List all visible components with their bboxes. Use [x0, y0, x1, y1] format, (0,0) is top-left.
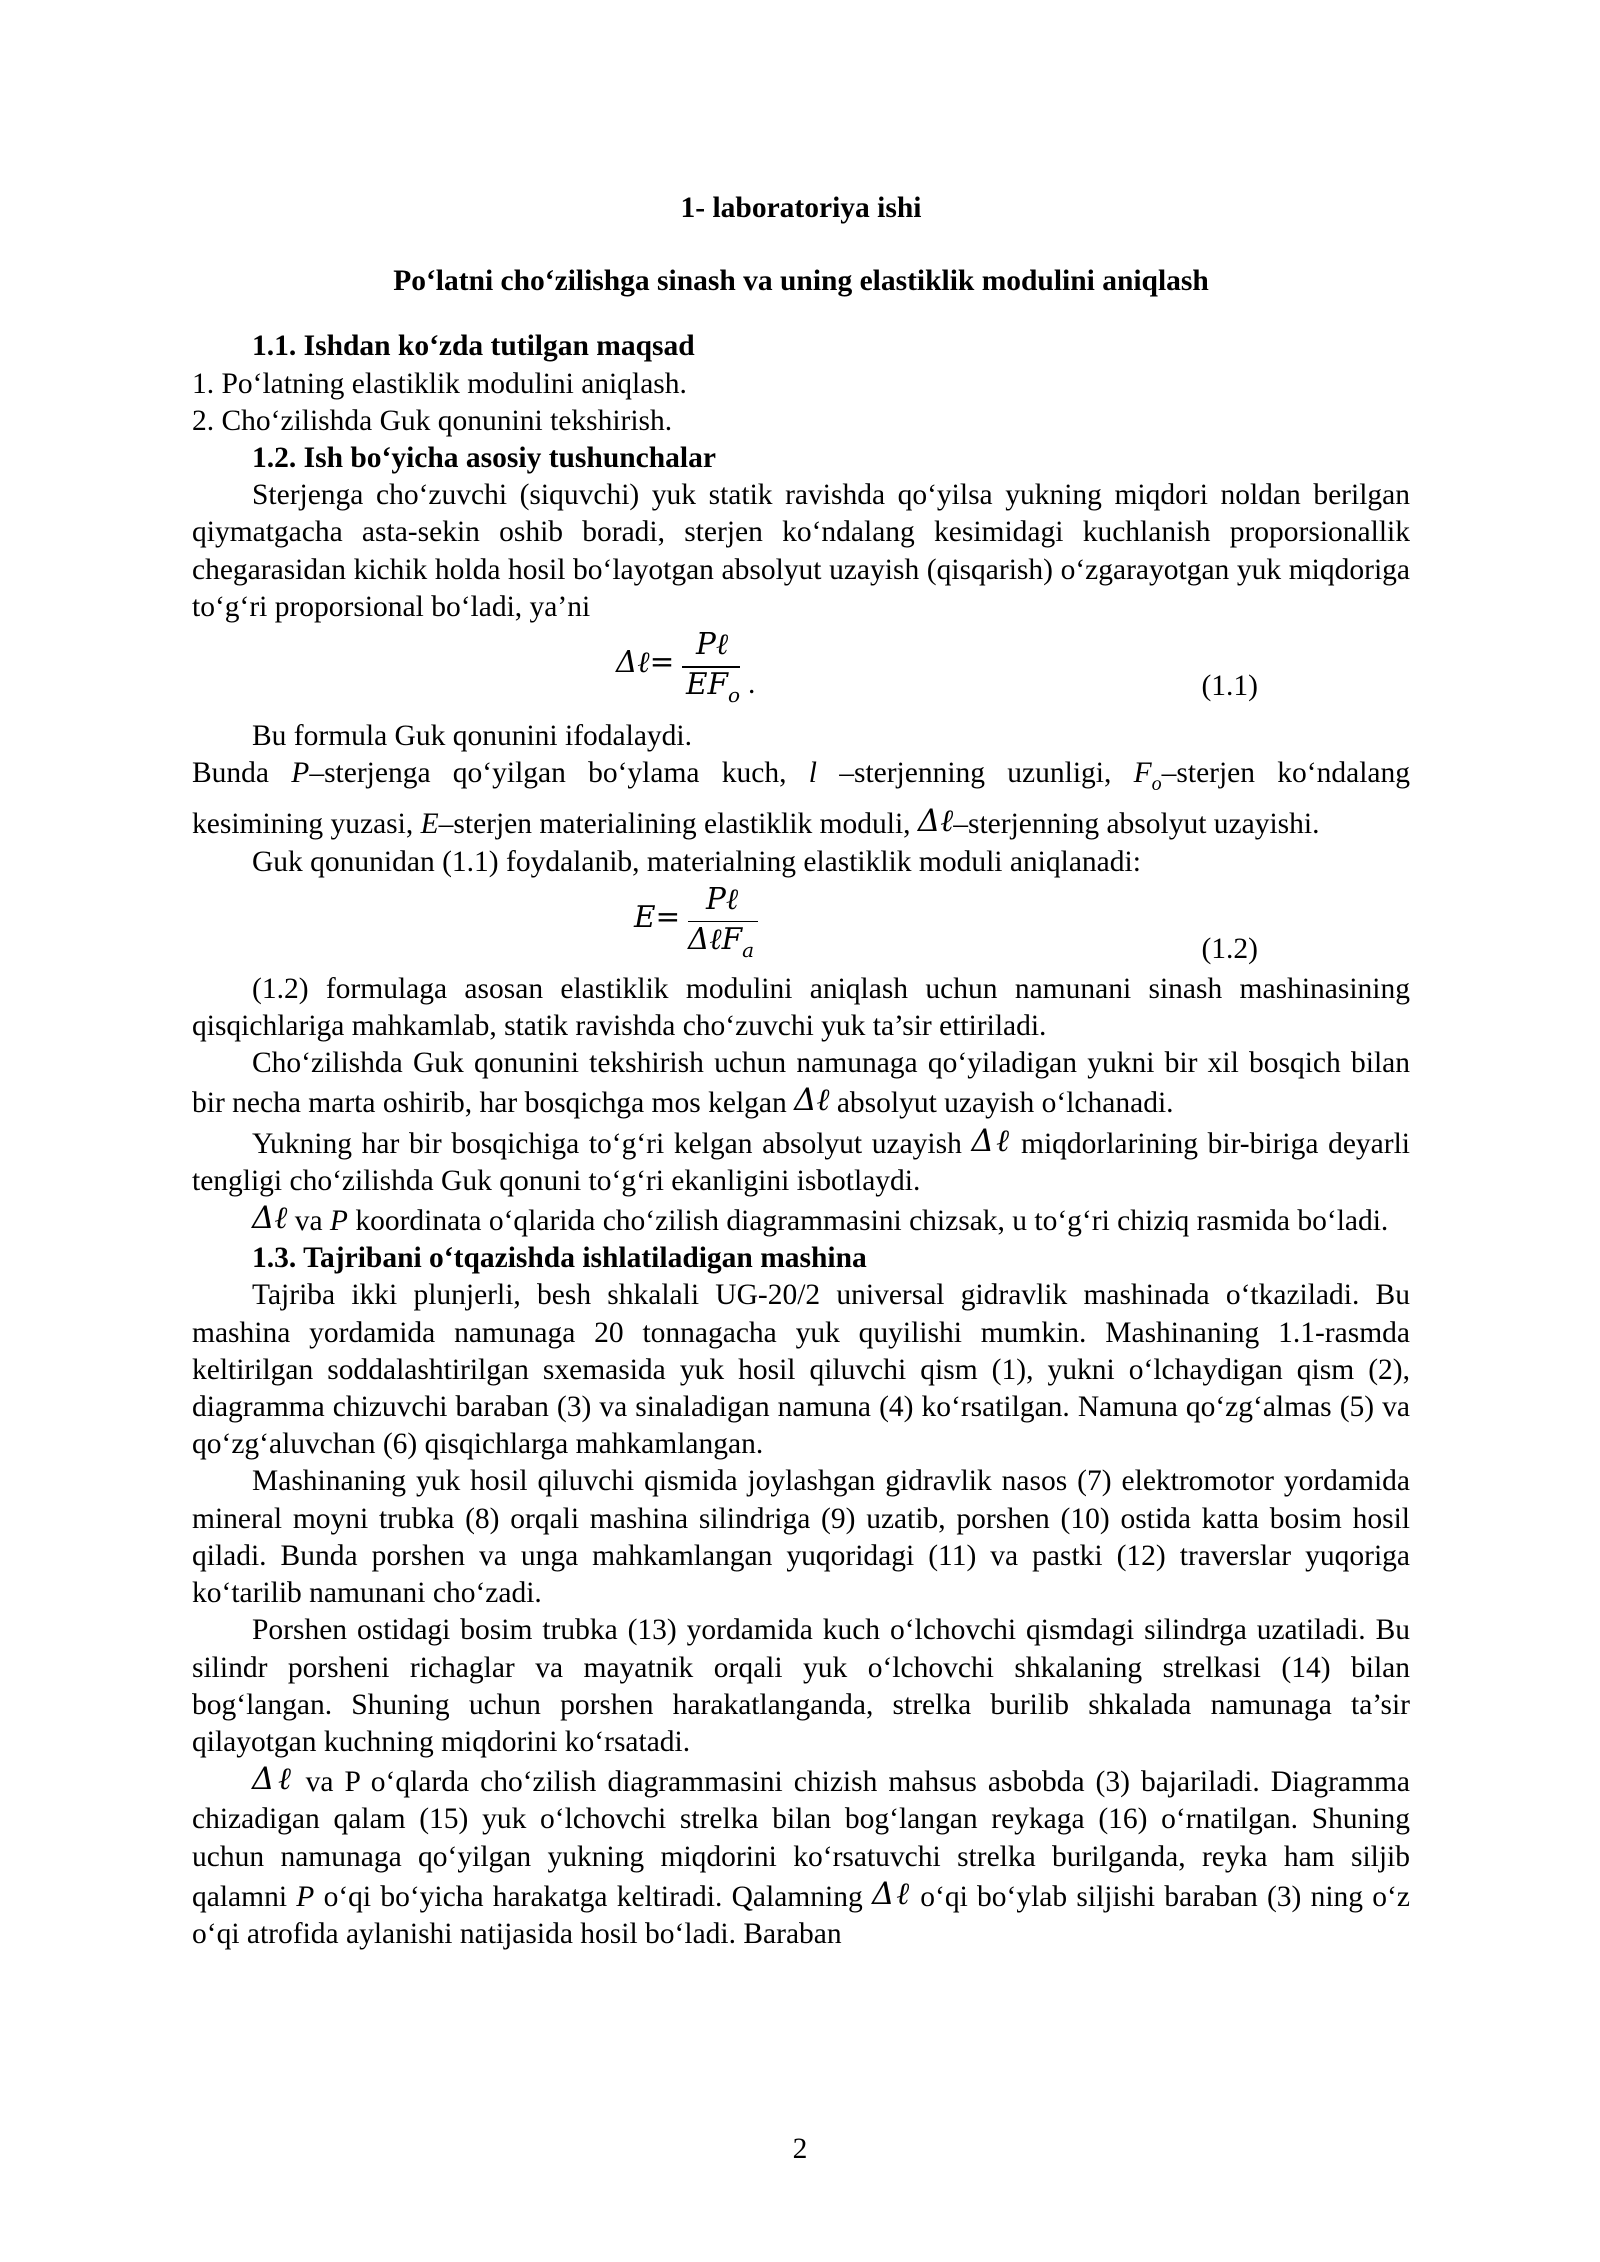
delta-l-symbol: Δℓ [794, 1082, 830, 1119]
paragraph: Guk qonunidan (1.1) foydalanib, materialning elastiklik moduli aniqlanadi: [252, 845, 1141, 878]
section-1-3-heading: 1.3. Tajribani o‘tqazishda ishlatiladigan mashina [252, 1242, 867, 1275]
delta-l-symbol: Δℓ [917, 803, 954, 840]
paragraph: Sterjenga cho‘zuvchi (siquvchi) yuk statik ravishda qo‘yilsa yukning miqdori noldan berilgan qiymatgacha asta-sekin oshib boradi, sterjen ko‘ndalang kesimidagi kuchlanish proporsionallik chegarasidan kichik holda hosil bo‘layotgan absolyut uzayish (qisqarish) o‘zgarayotgan yuk miqdoriga to‘g‘ri proporsional bo‘ladi, ya’ni [192, 479, 1410, 623]
equation-number: (1.2) [1201, 932, 1258, 965]
equation-number: (1.1) [1201, 670, 1258, 703]
formula-numerator: Pℓ [696, 627, 729, 662]
delta-l-symbol: Δℓ [971, 1122, 1012, 1159]
delta-l-symbol: Δℓ [252, 1761, 295, 1798]
paragraph: Bunda P–sterjenga qo‘yilgan bo‘ylama kuch, l –sterjenning uzunligi, $F_o$–sterjen ko‘ndalang kesimining yuzasi, E–sterjen materialining elastiklik moduli, Δℓ–sterjenning absolyut uzayishi. [192, 757, 1410, 841]
paragraph: (1.2) formulaga asosan elastiklik modulini aniqlash uchun namunani sinash mashinasining qisqichlariga mahkamlab, statik ravishda cho‘zuvchi yuk ta’sir ettiriladi. [192, 972, 1410, 1043]
formula-1-1 [192, 626, 1410, 718]
formula-lhs: E= [634, 899, 681, 934]
paragraph: Bu formula Guk qonunini ifodalaydi. [252, 720, 692, 753]
formula-numerator: Pℓ [706, 881, 739, 916]
section-1-2-heading: 1.2. Ish bo‘yicha asosiy tushunchalar [252, 442, 716, 475]
paragraph: Porshen ostidagi bosim trubka (13) yordamida kuch o‘lchovchi qismdagi silindrga uzatiladi. Bu silindr porsheni richaglar va mayatnik orqali yuk o‘lchovchi shkalaning strelkasi (14) bilan bog‘langan. Shuning uchun porshen harakatlanganda, strelka burilib shkalada namunaga ta’sir qilayotgan kuchning miqdorini ko‘rsatadi. [192, 1614, 1410, 1758]
delta-l-symbol: Δℓ [871, 1875, 912, 1912]
formula-lhs: Δℓ= [616, 645, 675, 680]
formula-denominator: ΔℓF$_a$ [688, 921, 754, 962]
paragraph: Mashinaning yuk hosil qiluvchi qismida joylashgan gidravlik nasos (7) elektromotor yordamida mineral moyni trubka (8) orqali mashina silindriga (9) uzatib, porshen (10) ostida katta bosim hosil qiladi. Bunda porshen va unga mahkamlangan yuqoridagi (11) va pastki (12) traverslar yuqoriga ko‘tarilib namunani cho‘zadi. [192, 1465, 1410, 1610]
lab-title: 1- laboratoriya ishi [680, 192, 922, 224]
paragraph: Yukning har bir bosqichiga to‘g‘ri kelgan absolyut uzayish Δℓ miqdorlarining bir-biriga deyarli tengligi cho‘zilishda Guk qonuni to‘g‘ri ekanligini isbotlaydi. [192, 1122, 1410, 1197]
paragraph: Δℓ va P koordinata o‘qlarida cho‘zilish diagrammasini chizsak, u to‘g‘ri chiziq rasmida bo‘ladi. [252, 1200, 1389, 1238]
goal-item-2: 2. Cho‘zilishda Guk qonunini tekshirish. [192, 404, 673, 437]
formula-1-2 [192, 881, 1410, 971]
topic-title: Po‘latni cho‘zilishga sinash va uning elastiklik modulini aniqlash [393, 265, 1209, 298]
paragraph: Cho‘zilishda Guk qonunini tekshirish uchun namunaga qo‘yiladigan yukni bir xil bosqich bilan bir necha marta oshirib, har bosqichga mos kelgan Δℓ absolyut uzayish o‘lchanadi. [192, 1047, 1410, 1120]
page-number: 2 [792, 2133, 808, 2165]
paragraph: Tajriba ikki plunjerli, besh shkalali UG-20/2 universal gidravlik mashinada o‘tkaziladi. Bu mashina yordamida namunaga 20 tonnagacha yuk quyilishi mumkin. Mashinaning 1.1-rasmda keltirilgan soddalashtirilgan sxemasida yuk hosil qiluvchi qism (1), yukni o‘lchaydigan qism (2), diagramma chizuvchi baraban (3) va sinaladigan namuna (4) ko‘rsatilgan. Namuna qo‘zg‘almas (5) va qo‘zg‘aluvchan (6) qisqichlarga mahkamlangan. [192, 1279, 1410, 1461]
delta-l-symbol: Δℓ [252, 1200, 288, 1237]
formula-dot: . [748, 668, 756, 701]
section-1-1-heading: 1.1. Ishdan ko‘zda tutilgan maqsad [252, 330, 695, 363]
paragraph: Δℓ va P o‘qlarda cho‘zilish diagrammasini chizish mahsus asbobda (3) bajariladi. Diagramma chizadigan qalam (15) yuk o‘lchovchi strelka bilan bog‘langan reykaga (16) o‘rnatilgan. Shuning uchun namunaga qo‘yilgan yukning miqdorini ko‘rsatuvchi strelka burilganda, reyka ham siljib qalamni P o‘qi bo‘yicha harakatga keltiradi. Qalamning Δℓ o‘qi bo‘ylab siljishi baraban (3) ning o‘z o‘qi atrofida aylanishi natijasida hosil bo‘ladi. Baraban [192, 1761, 1410, 1950]
goal-item-1: 1. Po‘latning elastiklik modulini aniqlash. [192, 367, 687, 400]
formula-denominator: $EF_o$ [686, 667, 741, 708]
page-content [192, 190, 1410, 1953]
